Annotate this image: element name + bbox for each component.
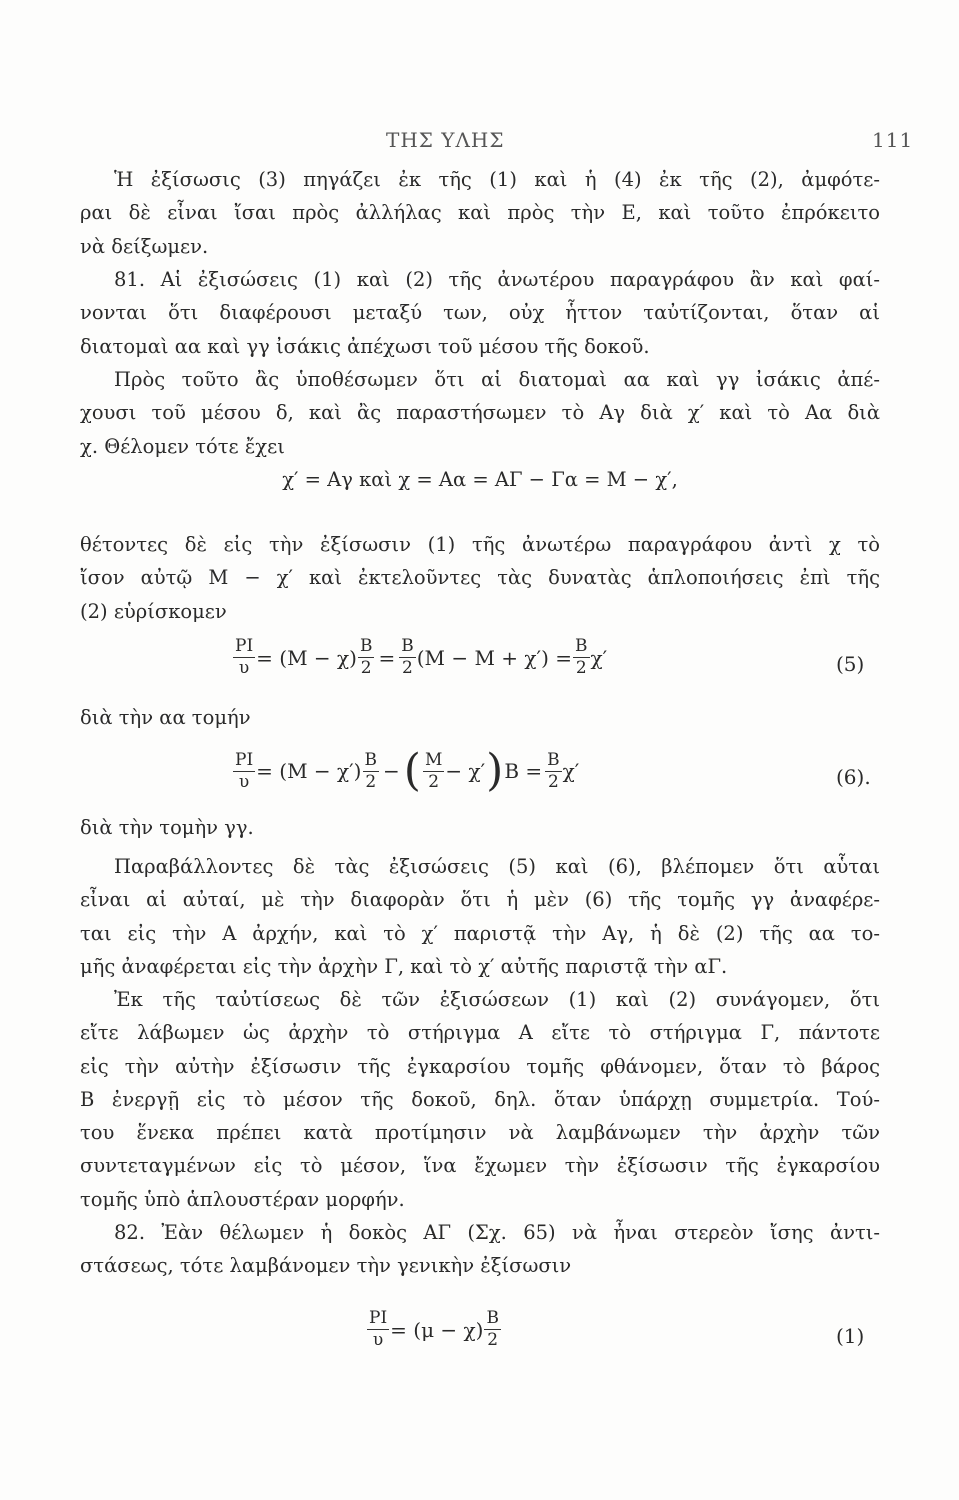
text-line: συντεταγμένων εἰς τὸ μέσον, ἵνα ἔχωμεν τὴν ἐξίσωσιν τῆς ἐγκαρσίου: [80, 1154, 880, 1178]
text-line: ται εἰς τὴν Α ἀρχήν, καὶ τὸ χ′ παριστᾷ τὴν Αγ, ἡ δὲ (2) τῆς αα το-: [80, 921, 880, 945]
right-paren: ): [486, 745, 504, 796]
equation-number: (1): [836, 1324, 865, 1348]
fraction: $\frac{M}{2}$: [424, 749, 443, 792]
equation-text: (Μ − Μ + χ′) =: [416, 645, 573, 670]
section-82-paragraph: [80, 1216, 880, 1283]
section-81-paragraph: [80, 263, 880, 363]
fraction: $\frac{PI}{\upsilon}$: [235, 636, 254, 678]
text-line: 81. Αἱ ἐξισώσεις (1) καὶ (2) τῆς ἀνωτέρου παραγράφου ἂν καὶ φαί-: [114, 268, 880, 291]
fraction: $\frac{B}{2}$: [401, 636, 414, 678]
text-line: διατομαὶ αα καὶ γγ ἰσάκις ἀπέχωσι τοῦ μέσου τῆς δοκοῦ.: [80, 334, 650, 358]
equation-text: = (μ − χ): [390, 1317, 484, 1342]
text-line: εἶναι αἱ αὐταί, μὲ τὴν διαφορὰν ὅτι ἡ μὲν (6) τῆς τομῆς γγ ἀναφέρε-: [80, 888, 880, 912]
fraction: $\frac{PI}{\upsilon}$: [369, 1308, 388, 1350]
page-number: 111: [872, 128, 914, 152]
text-line: εἰς τὴν αὐτὴν ἐξίσωσιν τῆς ἐγκαρσίου τομῆς φθάνομεν, ὅταν τὸ βάρος: [80, 1054, 880, 1078]
paragraph-4: [80, 528, 880, 628]
caption-eq5: διὰ τὴν αα τομήν: [80, 706, 251, 729]
equation-text: =: [378, 645, 396, 670]
equation-text: χ′: [590, 645, 608, 670]
fraction: $\frac{B}{2}$: [359, 636, 373, 678]
text-line: εἴτε λάβωμεν ὡς ἀρχὴν τὸ στήριγμα Α εἴτε τὸ στήριγμα Γ, πάντοτε: [80, 1021, 880, 1045]
text-line: νονται ὅτι διαφέρουσι μεταξύ των, οὐχ ἧττον ταὐτίζονται, ὅταν αἱ: [80, 301, 880, 325]
text-line: θέτοντες δὲ εἰς τὴν ἐξίσωσιν (1) τῆς ἀνωτέρω παραγράφου ἀντὶ χ τὸ: [80, 533, 880, 556]
equation-text: χ′: [562, 759, 580, 783]
equation-text: Β =: [504, 759, 543, 783]
paragraph-1: [80, 163, 880, 263]
paragraph-6: [80, 983, 880, 1216]
equation-number: (5): [836, 652, 865, 676]
text-line: τομῆς ὑπὸ ἁπλουστέραν μορφήν.: [80, 1187, 405, 1211]
equation-text: −: [383, 759, 400, 783]
fraction: $\frac{B}{2}$: [486, 1308, 499, 1350]
text-line: μῆς ἀναφέρεται εἰς τὴν ἀρχὴν Γ, καὶ τὸ χ′ αὐτῆς παριστᾷ τὴν αΓ.: [80, 954, 728, 978]
text-line: 82. Ἐὰν θέλωμεν ἡ δοκὸς ΑΓ (Σχ. 65) νὰ ἦναι στερεὸν ἴσης ἀντι-: [114, 1221, 880, 1244]
text-line: (2) εὑρίσκομεν: [80, 599, 227, 623]
text-line: Ἡ ἐξίσωσις (3) πηγάζει ἐκ τῆς (1) καὶ ἡ (4) ἐκ τῆς (2), ἀμφότε-: [114, 168, 880, 191]
equation-text: = (Μ − χ′): [256, 759, 362, 783]
text-line: ραι δὲ εἶναι ἴσαι πρὸς ἀλλήλας καὶ πρὸς τὴν Ε, καὶ τοῦτο ἐπρόκειτο: [80, 201, 880, 225]
equation-1: [0, 1300, 959, 1376]
text-line: Παραβάλλοντες δὲ τὰς ἐξισώσεις (5) καὶ (6), βλέπομεν ὅτι αὗται: [114, 855, 880, 878]
equation-6: [0, 735, 959, 819]
text-line: ἴσον αὐτῷ Μ − χ′ καὶ ἐκτελοῦντες τὰς δυνατὰς ἁπλοποιήσεις ἐπὶ τῆς: [80, 566, 880, 590]
text-line: Πρὸς τοῦτο ἂς ὑποθέσωμεν ὅτι αἱ διατομαὶ αα καὶ γγ ἰσάκις ἀπέ-: [114, 368, 880, 391]
text-line: Ἐκ τῆς ταὐτίσεως δὲ τῶν ἐξισώσεων (1) καὶ (2) συνάγομεν, ὅτι: [114, 988, 880, 1011]
paragraph-5: [80, 850, 880, 983]
text-line: νὰ δείξωμεν.: [80, 234, 209, 258]
fraction: $\frac{PI}{\upsilon}$: [235, 749, 254, 792]
equation-number: (6).: [836, 765, 871, 789]
text-line: στάσεως, τότε λαμβάνομεν τὴν γενικὴν ἐξίσωσιν: [80, 1254, 572, 1278]
caption-eq6: διὰ τὴν τομὴν γγ.: [80, 816, 254, 839]
paragraph-3: [80, 363, 880, 496]
equation-text: − χ′: [445, 759, 486, 783]
equation-text: = (Μ − χ): [256, 645, 357, 670]
left-paren: (: [403, 745, 421, 796]
fraction: $\frac{B}{2}$: [575, 636, 588, 678]
text-line: χουσι τοῦ μέσου δ, καὶ ἂς παραστήσωμεν τὸ Αγ διὰ χ′ καὶ τὸ Αα διὰ: [80, 401, 880, 425]
text-line: Β ἐνεργῇ εἰς τὸ μέσον τῆς δοκοῦ, δηλ. ὅταν ὑπάρχῃ συμμετρία. Τού-: [80, 1087, 880, 1111]
fraction: $\frac{B}{2}$: [547, 749, 560, 792]
text-line: χ. Θέλομεν τότε ἔχει: [80, 434, 285, 458]
equation-5: [0, 628, 959, 704]
inline-formula: χ′ = Αγ καὶ χ = Αα = ΑΓ − Γα = Μ − χ′,: [282, 467, 678, 491]
fraction: $\frac{B}{2}$: [364, 749, 377, 792]
text-line: του ἕνεκα πρέπει κατὰ προτίμησιν νὰ λαμβάνωμεν τὴν ἀρχὴν τῶν: [80, 1121, 880, 1145]
running-head: ΤΗΣ ΥΛΗΣ: [386, 128, 505, 152]
